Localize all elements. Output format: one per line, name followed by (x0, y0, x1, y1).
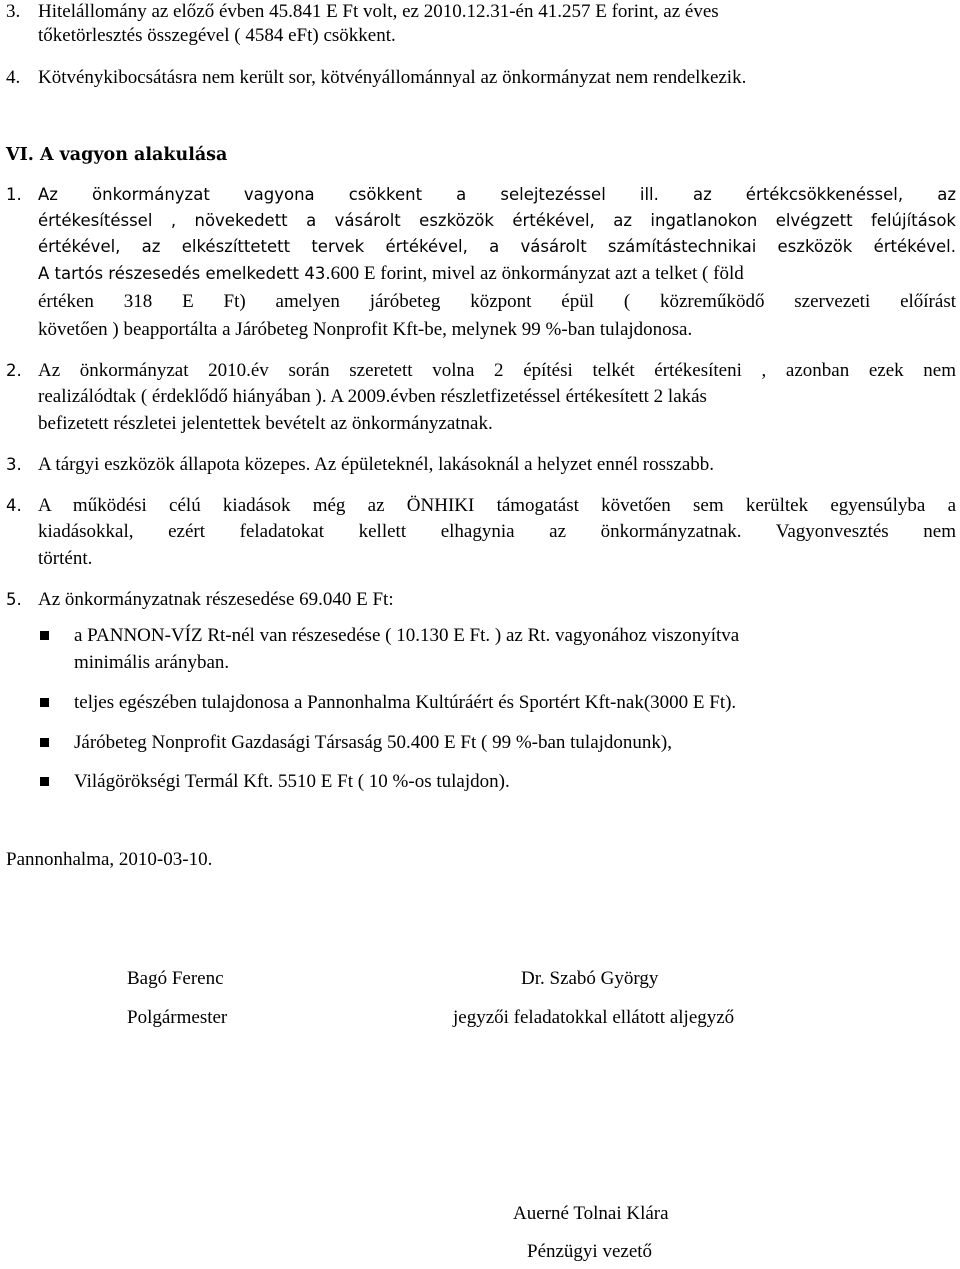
paragraph-line: A működési célú kiadások még az ÖNHIKI támogatást követően sem kerültek egyensúlyba a (38, 495, 956, 516)
bullet-square-icon (40, 698, 49, 707)
bullet-text: teljes egészében tulajdonosa a Pannonhalma Kultúráért és Sportért Kft-nak(3000 E Ft). (74, 692, 737, 713)
bullet-text: minimális arányban. (74, 652, 230, 673)
signatory-name-left: Bagó Ferenc (127, 968, 224, 989)
paragraph-line: követően ) beapportálta a Járóbeteg Nonprofit Kft-be, melynek 99 %-ban tulajdonosa. (38, 319, 693, 340)
signatory-name-right: Dr. Szabó György (521, 968, 659, 989)
paragraph-line: értéken 318 E Ft) amelyen járóbeteg központ épül ( közreműködő szervezeti előírást (38, 291, 956, 312)
item-number: 4. (6, 496, 22, 515)
paragraph-line: realizálódtak ( érdeklődő hiányában ). A 2009.évben részletfizetéssel értékesített 2 lakás (38, 386, 707, 407)
item-number: 4. (6, 67, 21, 88)
signatory-title-bottom: Pénzügyi vezető (527, 1241, 653, 1262)
paragraph-line: A tárgyi eszközök állapota közepes. Az épületeknél, lakásoknál a helyzet ennél rosszabb. (38, 454, 715, 475)
paragraph-line: értékesítéssel , növekedett a vásárolt eszközök értékével, az ingatlanokon elvégzett felújítások (38, 211, 956, 230)
section-heading: VI. A vagyon alakulása (6, 145, 228, 165)
paragraph-line: Az önkormányzat 2010.év során szeretett volna 2 építési telkét értékesíteni , azonban ezek nem (38, 360, 956, 381)
paragraph-line: tőketörlesztés összegével ( 4584 eFt) csökkent. (38, 25, 396, 46)
bullet-square-icon (40, 738, 49, 747)
item-number: 5. (6, 590, 22, 609)
bullet-text: a PANNON-VÍZ Rt-nél van részesedése ( 10.130 E Ft. ) az Rt. vagyonához viszonyítva (74, 625, 740, 646)
signatory-title-left: Polgármester (127, 1007, 228, 1028)
signatory-title-right: jegyzői feladatokkal ellátott aljegyző (453, 1007, 735, 1028)
paragraph-line: Az önkormányzat vagyona csökkent a selejtezéssel ill. az értékcsökkenéssel, az (38, 185, 956, 204)
signatory-name-bottom: Auerné Tolnai Klára (513, 1203, 669, 1224)
place-date: Pannonhalma, 2010-03-10. (6, 849, 213, 870)
paragraph-line: kiadásokkal, ezért feladatokat kellett elhagynia az önkormányzatnak. Vagyonvesztés nem (38, 521, 956, 542)
item-number: 2. (6, 361, 22, 380)
paragraph-line: Hitelállomány az előző évben 45.841 E Ft volt, ez 2010.12.31-én 41.257 E forint, az éves (38, 1, 719, 22)
paragraph-line: értékével, az elkészíttetett tervek értékével, a vásárolt számítástechnikai eszközök értékével. (38, 237, 956, 256)
bullet-text: Világörökségi Termál Kft. 5510 E Ft ( 10 %-os tulajdon). (74, 771, 510, 792)
paragraph-line: Kötvénykibocsátásra nem került sor, kötvényállománnyal az önkormányzat nem rendelkezik. (38, 67, 747, 88)
bullet-square-icon (40, 631, 49, 640)
paragraph-line: befizetett részletei jelentettek bevételt az önkormányzatnak. (38, 413, 493, 434)
item-number: 1. (6, 185, 22, 204)
bullet-text: Járóbeteg Nonprofit Gazdasági Társaság 50.400 E Ft ( 99 %-ban tulajdonunk), (74, 732, 672, 753)
bullet-square-icon (40, 777, 49, 786)
line-part: A tartós részesedés emelkedett 43. (38, 264, 331, 283)
paragraph-line: Az önkormányzatnak részesedése 69.040 E Ft: (38, 589, 394, 610)
item-number: 3. (6, 455, 22, 474)
line-part: 600 E forint, mivel az önkormányzat azt a telket ( föld (330, 263, 744, 284)
paragraph-line (38, 262, 744, 286)
item-number: 3. (6, 1, 21, 22)
paragraph-line: történt. (38, 548, 93, 569)
